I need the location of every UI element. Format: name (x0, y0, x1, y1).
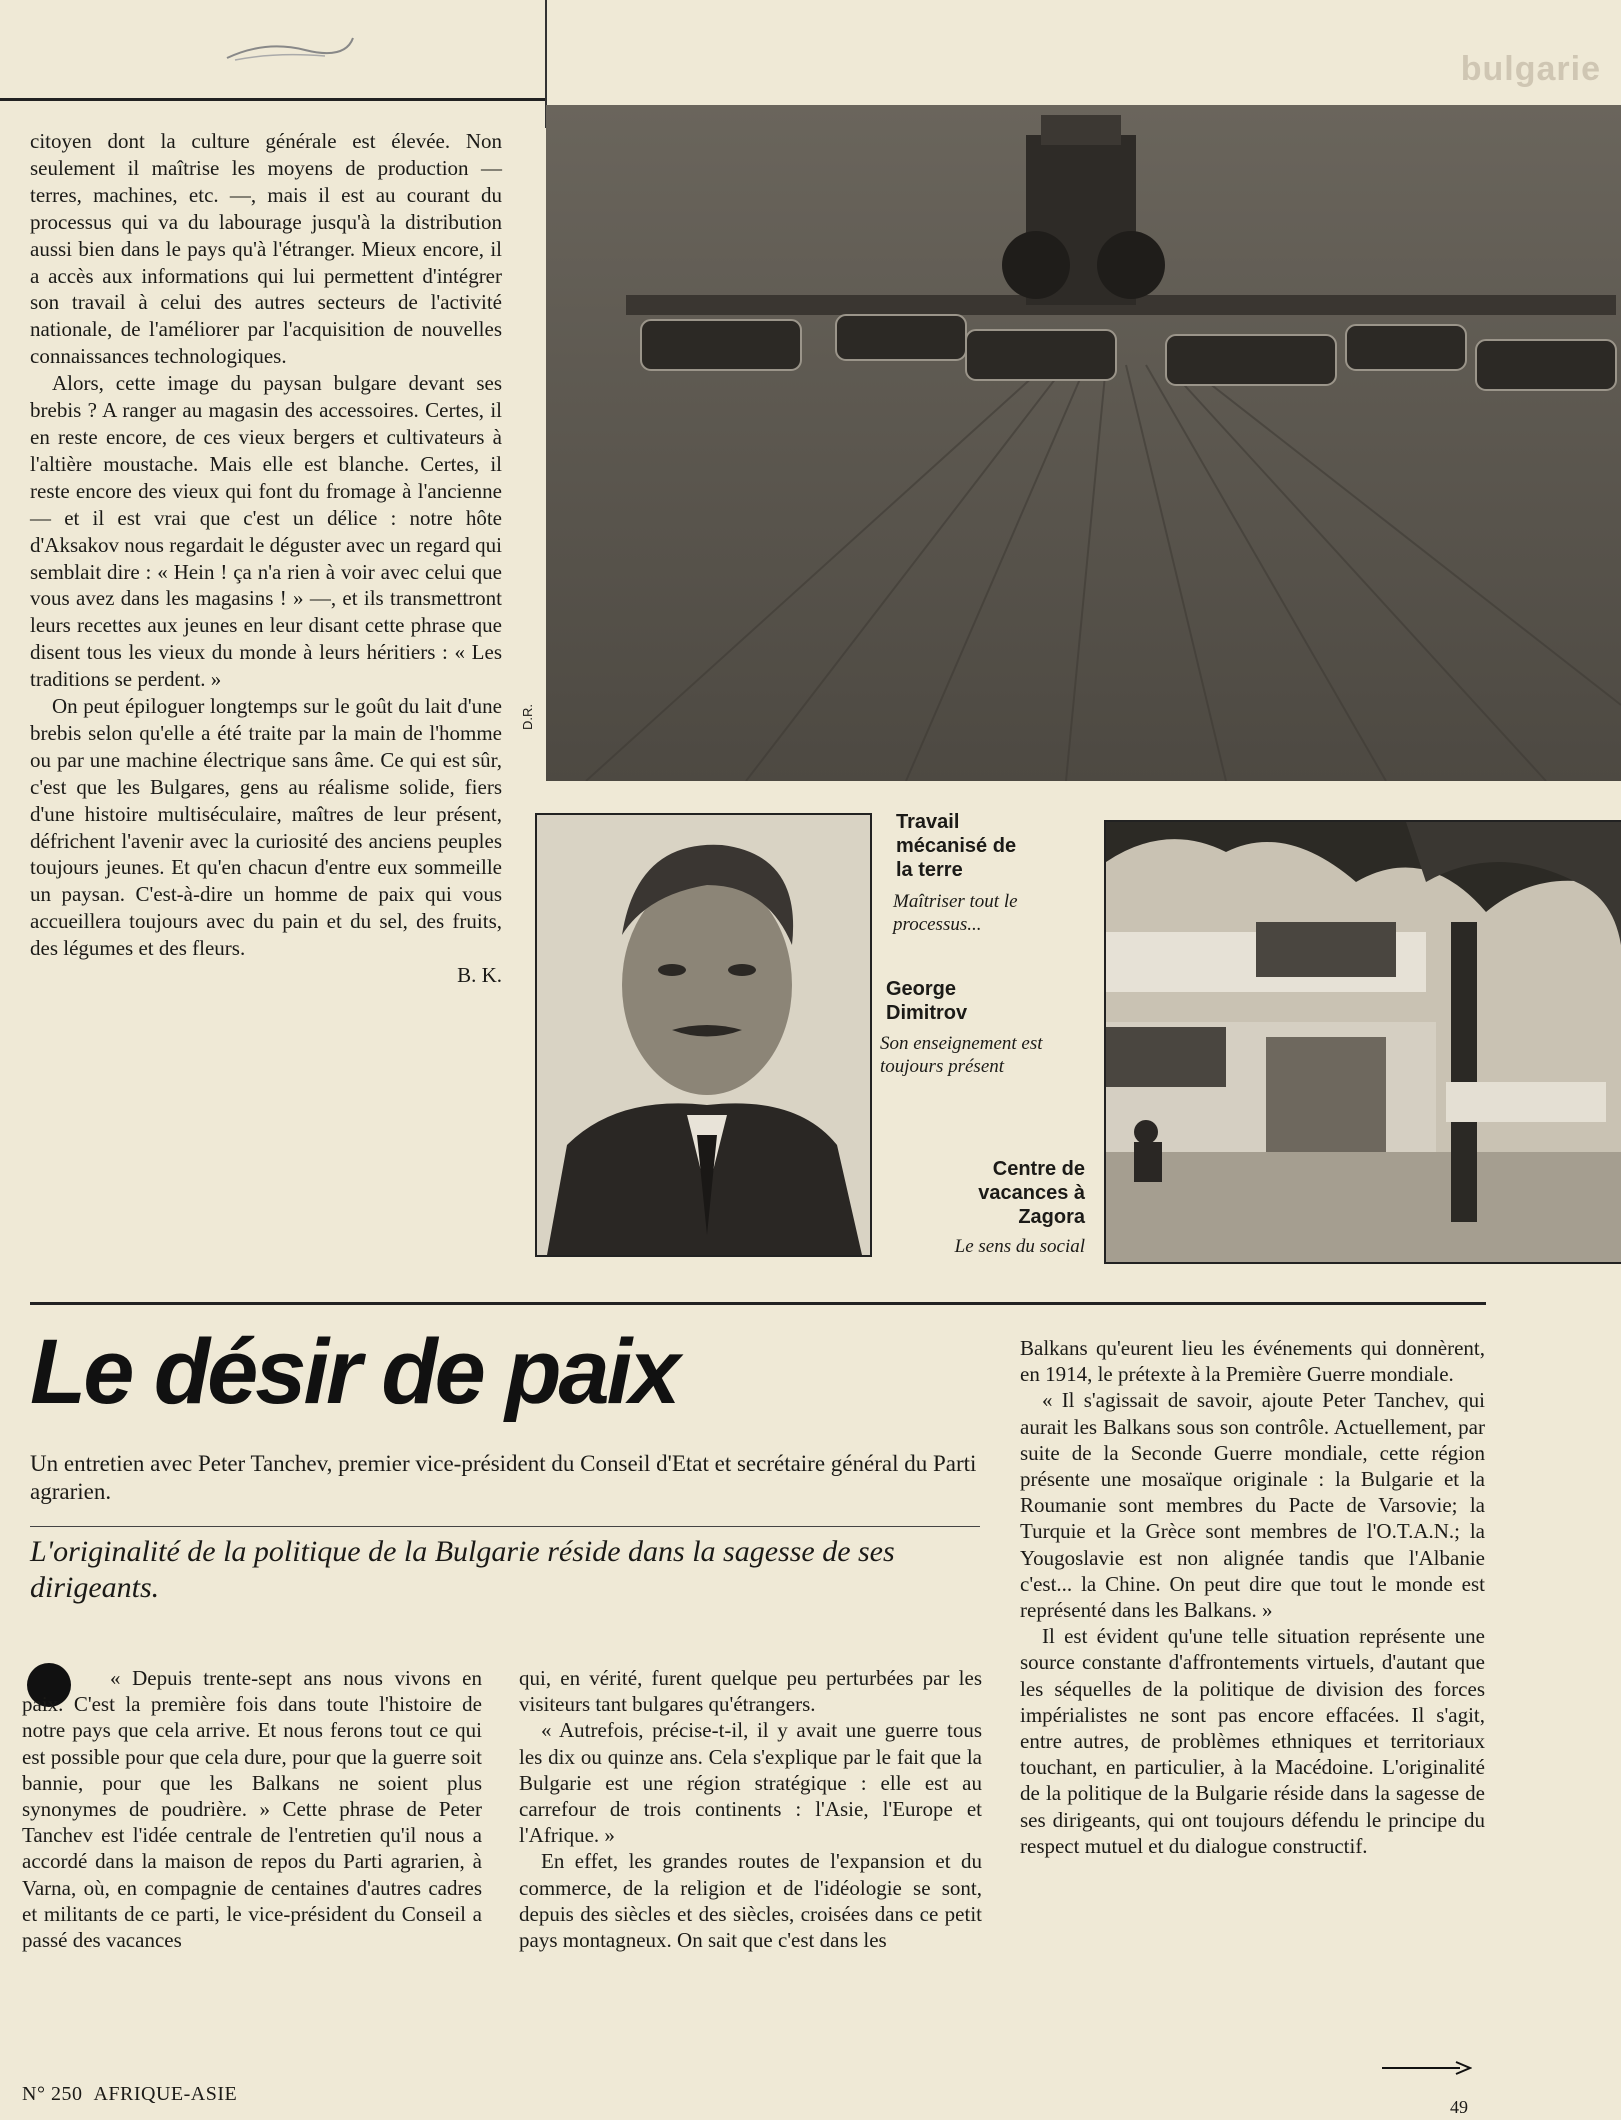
top-rule (0, 98, 545, 101)
section-rule (30, 1302, 1486, 1305)
photo-credit: D.R. (520, 704, 535, 730)
paragraph: En effet, les grandes routes de l'expansion et du commerce, de la religion et de l'idéologie se sont, depuis des siècles et des siècles, croisées dans ce petit pays montagneux. On sait que c'est dans les (519, 1849, 982, 1953)
section-header: bulgarie (1460, 50, 1601, 88)
paragraph: Balkans qu'eurent lieu les événements qui donnèrent, en 1914, le prétexte à la Première Guerre mondiale. (1020, 1336, 1485, 1387)
paragraph: « Il s'agissait de savoir, ajoute Peter Tanchev, qui aurait les Balkans sous son contrôle. Actuellement, par suite de la Seconde Guerre mondiale, cette région présente une mosaïque originale : la Bulgarie et la Roumanie sont membres du Pacte de Varsovie; la Turquie et la Grèce sont membres de l'O.T.A.N.; la Yougoslavie est non alignée tandis que l'Albanie c'est... la Chine. On peut dire que tout le monde est représenté dans les Balkans. » (1020, 1388, 1485, 1623)
paragraph: « Autrefois, précise-t-il, il y avait une guerre tous les dix ou quinze ans. Cela s'explique par le fait que la Bulgarie est une région stratégique : elle est au carrefour de trois continents : l'Asie, l'Europe et l'Afrique. » (519, 1718, 982, 1848)
paragraph: citoyen dont la culture générale est élevée. Non seulement il maîtrise les moyens de production — terres, machines, etc. —, mais il est au courant du processus qui va du labourage jusqu'à la distribution aussi bien dans le pays qu'à l'étranger. Mieux encore, il a accès aux informations qui lui permettent d'intégrer son travail à celui des autres secteurs de l'activité nationale, de l'améliorer par l'acquisition de nouvelles connaissances technologiques. (30, 129, 502, 369)
portrait-caption-subtitle: Son enseignement est toujours présent (880, 1033, 1043, 1077)
paragraph: « Depuis trente-sept ans nous vivons en paix. C'est la première fois dans toute l'histoire de notre pays que cela arrive. Et nous ferons tout ce qui est possible pour que cela dure, pour que la guerre soit bannie, pour que les Balkans ne soient plus synonymes de poudrière. » Cette phrase de Peter Tanchev est l'idée centrale de l'entretien qu'il nous a accordé dans la maison de repos du Parti agrarien, à Varna, où, en compagnie de centaines d'autres cadres et militants de ce parti, le vice-président du Conseil a passé des vacances (22, 1666, 482, 1953)
paragraph: Alors, cette image du paysan bulgare devant ses brebis ? A ranger au magasin des accessoires. Certes, il en reste encore, de ces vieux bergers et cultivateurs à l'altière moustache. Mais elle est blanche. Certes, il reste encore des vieux qui font du fromage à l'ancienne — et il est vrai que c'est un délice : notre hôte d'Aksakov nous regardait le déguster avec un regard qui semblait dire : « Hein ! ça n'a rien à voir avec celui que vous avez dans les magasins ! » —, et ils transmettront leurs recettes aux jeunes en leur disant cette phrase que disent tous les vieux du monde à leurs héritiers : « Les traditions se perdent. » (30, 371, 502, 692)
tractor-caption-title: Travail mécanisé de la terre (896, 811, 1017, 881)
author-signature: B. K. (457, 963, 502, 988)
magazine-name: AFRIQUE-ASIE (93, 2083, 238, 2105)
building-caption-title: Centre de vacances à Zagora (978, 1158, 1085, 1228)
article-column-2 (519, 1665, 982, 1953)
intro-rule (30, 1526, 980, 1527)
pull-quote: L'originalité de la politique de la Bulgarie réside dans la sagesse de ses dirigeants. (30, 1535, 895, 1604)
tractor-caption-subtitle: Maîtriser tout le processus... (893, 891, 1018, 935)
paragraph: On peut épiloguer longtemps sur le goût du lait d'une brebis selon qu'elle a été traite par la main de l'homme ou par une machine électrique sans âme. Ce qui est sûr, c'est que les Bulgares, gens au réalisme solide, fiers d'une histoire multiséculaire, maîtres de leur présent, défrichent l'avenir avec la curiosité des anciens peuples toujours jeunes. Et qu'en chacun d'entre eux sommeille un paysan. C'est-à-dire un homme de paix qui vous accueillera toujours avec du pain et du sel, des fruits, des légumes et des fleurs. (30, 694, 502, 961)
tractor-photo (546, 105, 1621, 781)
portrait-caption-title: George Dimitrov (886, 978, 968, 1024)
article-column-3 (1020, 1335, 1485, 1859)
building-photo (1104, 820, 1621, 1264)
issue-number: N° 250 (22, 2083, 83, 2105)
paragraph: qui, en vérité, furent quelque peu perturbées par les visiteurs tant bulgares qu'étrangers. (519, 1666, 982, 1717)
article-column-1 (22, 1665, 482, 1953)
page-number: 49 (1450, 2097, 1468, 2117)
continue-arrow-icon (1380, 2060, 1472, 2076)
portrait-photo (535, 813, 872, 1257)
decorative-smudge (225, 30, 355, 64)
left-column-text (30, 128, 502, 989)
article-intro: Un entretien avec Peter Tanchev, premier vice-président du Conseil d'Etat et secrétaire général du Parti agrarien. (30, 1451, 977, 1504)
building-caption-subtitle: Le sens du social (954, 1236, 1085, 1257)
article-headline: Le désir de paix (30, 1321, 678, 1423)
paragraph: Il est évident qu'une telle situation représente une source constante d'affrontements virtuels, d'autant que les séquelles de la politique de division des forces impérialistes ne sont pas encore effacées. Il s'agit, entre autres, de problèmes ethniques et territoriaux touchant, en particulier, à la Macédoine. L'originalité de la politique de la Bulgarie réside dans la sagesse de ses dirigeants, qui ont toujours défendu le principe du respect mutuel et du dialogue constructif. (1020, 1624, 1485, 1858)
page-footer (22, 2083, 237, 2106)
